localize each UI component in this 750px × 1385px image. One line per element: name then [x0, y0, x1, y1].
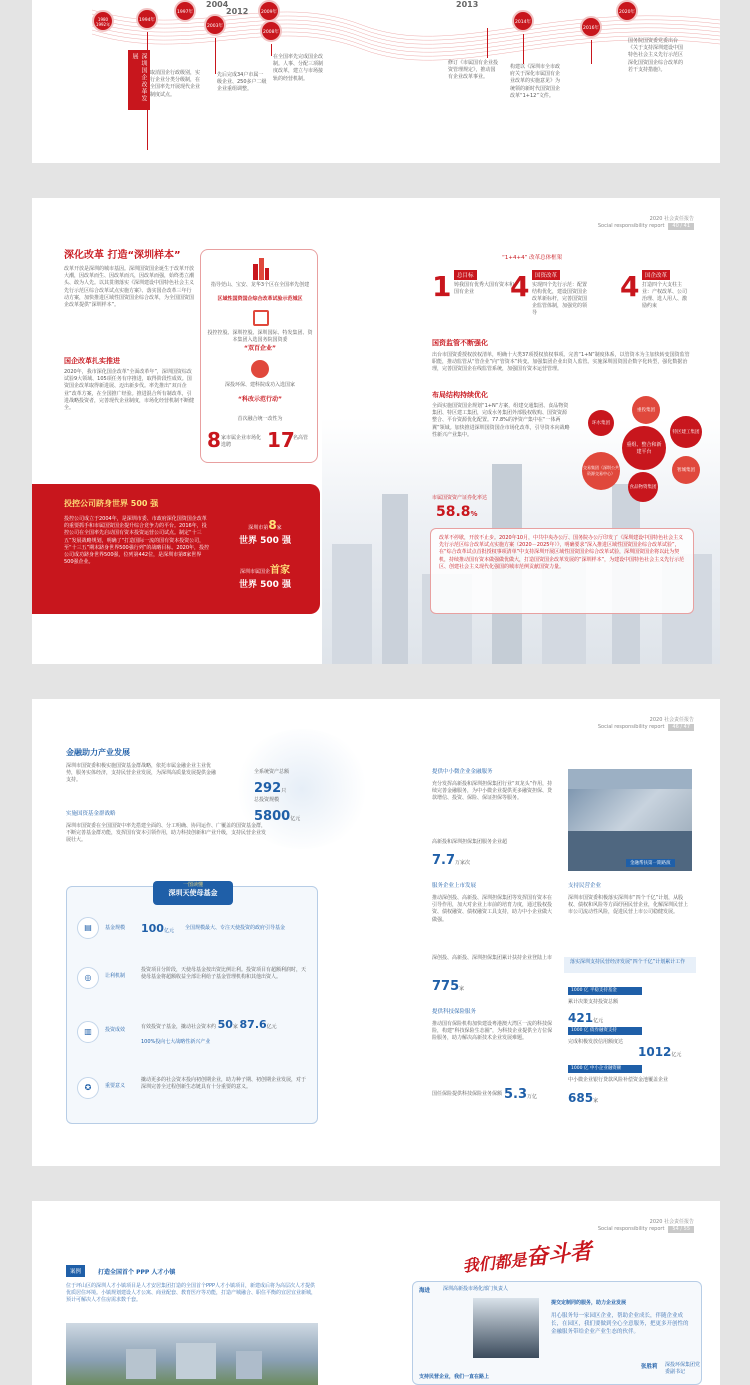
timeline-node-2020: 2020年: [616, 0, 638, 22]
stat-fund-scale: 5800亿元: [254, 809, 301, 824]
timeline-line: [215, 38, 216, 74]
building-icon: [251, 258, 269, 280]
subsection-text: 深圳市国资委在全国国资中率先搭建全面的、分工明确、协同运作、广覆盖的国资基金群，不断完善基金群功能，发挥国有资本引领作用，助力科技创新和产业升级，支持民营企业发展壮大。: [66, 823, 267, 844]
slogan-script: 我们都是奋斗者: [461, 1238, 594, 1276]
timeline-line: [591, 40, 592, 64]
framework-card: 1 总目标 铸我国有优秀大国有资本和国有企业: [432, 270, 515, 303]
timeline-node-2003: 2003年: [204, 14, 226, 36]
page-header: 2020 社会责任报告 Social responsibility report 40 / 41: [597, 216, 694, 229]
timeline-node-2009: 2009年: [258, 0, 280, 22]
spread-people: [32, 1201, 720, 1385]
plan-bar: 1000 亿 债券融资支持: [568, 1027, 642, 1035]
subsection-title: 提供科技保险服务: [432, 1009, 477, 1015]
year-2004: 2004: [206, 0, 229, 9]
badge-first-fortune500: 深圳市属国企首家 世界 500 强: [238, 565, 292, 590]
subsection-title: 服务企业上市发展: [432, 883, 477, 889]
stats-row: 8 家市属企业市场化选聘 17 名高管: [207, 428, 309, 452]
year-2012: 2012: [226, 7, 249, 16]
subsection-title: 提供中小微企业金融服务: [432, 769, 493, 775]
page-number: 54 / 55: [668, 1226, 694, 1233]
timeline-node-2016: 2016年: [580, 16, 602, 38]
timeline-node-1994: 1994年: [136, 8, 158, 30]
page-header: 2020 社会责任报告 Social responsibility report 54 / 55: [597, 1219, 694, 1232]
reform-note-box: 改革不停歇，开放不止步。2020年10月，中共中央办公厅、国务院办公厅印发了《深圳建设中国特色社会主义先行示范区综合改革试点实施方案（2020－2025年）》，明确要求“深入推进区域性国资国企综合改革试验”，在“综合改革试点首批授权事项清单”中支持深圳开展区域性国资国企综合改革试验，深圳国资国企将以此为契机，持续推动国有资本做强做优做大，打造国资国企改革发展的“深圳样本”，为建设中国特色社会主义先行示范区、创建社会主义现代化强国的城市范例贡献国资力量。: [430, 528, 694, 614]
profit-share-icon: ◎: [77, 967, 99, 989]
intro-text: 深圳市国资委积极实施国资基金群战略，依托市属金融企业主业优势，服务实体经济，支持民营企业发展，为深圳高质量发展提供金融支持。: [66, 763, 217, 784]
case-title: 打造全国首个 PPP 人才小镇: [98, 1269, 176, 1276]
subsection-text: 全面实施国资国企规划“1+N”方案，组建交通集团、食品物资集团、特区建工集团，完成水务集团外部股权收购、国资资源整合、平台资源优化配置。77.8%的净资产集中在“一体两翼”领域。加快推进深圳国资国企市场化改革，引导资本向战略性新兴产业集中。: [432, 403, 570, 438]
asset-ratio-label: 市属国资资产证券化率达: [432, 495, 488, 501]
timeline-vertical-tag: 深圳国企改革发展: [128, 50, 150, 110]
subsection-title: 实施国资基金群战略: [66, 811, 116, 817]
page-number: 40 / 41: [668, 223, 694, 230]
case-text: 位于坪山区的深圳人才小镇项目是人才安居集团打造的全国首个PPP人才小镇项目，新建成后将为高层次人才提供优质居住环境。小镇规划建设人才公寓、商业配套、教育医疗等功能，打造产城融合、职住平衡的宜居宜业新城，预计可解决人才住房需求数千套。: [66, 1283, 317, 1304]
page-number: 46 / 47: [668, 724, 694, 731]
timeline-line: [523, 34, 524, 64]
investment-case-panel: 投控公司跻身世界 500 强 投控公司成立于2004年，是深圳市委、市政府深化国资国企改革的重要抓手和市属国资国企提升综合竞争力的平台。2016年，投控公司在全国率先启动国有资本投资运营公司试点。制定“十三五”发展战略规划，明确了“打造国际一流的国有资本投资公司，至“十三五”期末跻身世界500强行列”的战略目标。2020年，投控公司成功跻身世界500强，位列第442位，是深圳市第8家世界500强企业。 深圳市第8家 世界 500 强 深圳市属国企首家 世界 500 强: [32, 484, 320, 614]
rocket-icon: [251, 360, 269, 378]
spread-timeline: [32, 0, 720, 163]
timeline-text: 修订《市属国有企业投资管理规定》，推动国有企业改革事业。: [448, 60, 499, 81]
timeline-line: [271, 44, 272, 56]
timeline-line: [147, 32, 148, 150]
fund-scale-icon: ▤: [77, 917, 99, 939]
subsection-text: 2020年，我市深化国企改革“全面改革年”，深圳国资综改试验9大领域、105项任务有序推进，取得阶段性成效。国资国企改革取得新进展、迈出新步伐。率先推出“双百企业”改革方案，在全国推广经验。推进混合所有制改革，引进战略投资者，完善现代企业制度，市场化经营机制不断健全。: [64, 369, 195, 412]
angel-fund-infographic: 一图读懂 深圳天使母基金 ▤ 基金规模 100亿元 全国规模最大、专注天使投资的政府引导基金 ◎ 让利机制 投资项目分阶段，天使母基金按出资比例让利。投资项目有超额利润时，天使母基金将超额收益全部让利给子基金管理机构和其他出资人。 ▥ 投资成效 有效投资子基金，撬动社会资本约 50家 87.6亿元 100%投向七大战略性新兴产业 ✪ 重要意义 撬动更多的社会资本投向初创期企业，助力种子期、初创期企业发展，对于深圳完善全过程创新生态链具有十分重要的意义。: [66, 886, 318, 1124]
asset-ratio-value: 58.8%: [436, 504, 478, 520]
framework-card: 4 国资改革 实现四个先行示范：配置结构优化，建设国资国企改革新标杆，完善国资国企监管体制，加强党的领导: [510, 270, 588, 316]
plan-bar: 1000 亿 平稳支持基金: [568, 987, 642, 995]
framework-card: 4 国企改革 打造四个大支柱主业：产权改革、公司治理、选人用人、激励约束: [620, 270, 688, 309]
case-tag: 案例: [66, 1265, 85, 1277]
infographic-ribbon: 一图读懂 深圳天使母基金: [153, 881, 233, 905]
framework-heading: “1+4+4” 改革总体框架: [502, 255, 563, 261]
investment-results-icon: ▥: [77, 1021, 99, 1043]
document-icon: [253, 310, 269, 326]
timeline-node-1992: 1980 1992年: [92, 10, 114, 32]
plan-bar: 1000 亿 中小企业融资额: [568, 1065, 642, 1073]
spread-finance: 2020 社会责任报告 Social responsibility report 46 / 47 金融助力产业发展 深圳市国资委积极实施国资基金群战略，依托市属金融企业主业优势，服务实体经济，支持民营企业发展，为深圳高质量发展提供金融支持。 全系统资产总额 292只 总投资规模 5800亿元 实施国资基金群战略 深圳市国资委在全国国资中率先搭建全面的、分工明确、协同运作、广覆盖的国资基金群，不断完善基金群功能，发挥国有资本引领作用，助力科技创新和产业升级，支持民营企业发展壮大。 一图读懂 深圳天使母基金 ▤ 基金规模 100亿元 全国规模最大、专注天使投资的政府引导基金 ◎ 让利机制 投资项目分阶段，天使母基金按出资比例让利。投资项目有超额利润时，天使母基金将超额收益全部让利给子基金管理机构和其他出资人。 ▥ 投资成效 有效投资子基金，撬动社会资本约 50家 87.6亿元 100%投向七大战略性新兴产业 ✪ 重要意义 撬动更多的社会资本投向初创期企业，助力种子期、初创期企业发展，对于深圳完善全过程创新生态链具有十分重要的意义。 提供中小微企业金融服务 充分发挥高新投和深圳担保集团行业“双龙头”作用，持续完善金融服务，为中小微企业提供更多融资担保、贷款增信、投资、保险、保证担保等服务。 高新投和深圳担保集团服务企业超 7.7万家次 服务企业上市发展 推动深创投、高新投、深圳担保集团等发挥国有资本在引导作用，加大对企业上市前的培育力度，通过股权投资、债权融资、债权融资工具支持，助力中小企业做大做强。 深创投、高新投、深圳担保集团累计扶持企业登陆上市 775家 提供科技保险服务 推动国有保险机构加快建设粤港澳大湾区一流的科技保险，构建“科技保险生态圈”，为科技企业提供全方位保险服务，助力解决高新技术企业发展难题。 国任保险提供科技保险业务保额 5.3万亿 金融帮扶第一期路演 支持民营企业 深圳市国资委积极落实深圳市“四个千亿”计划，从股权、债权和风险等方面纾困民营企业，化解深圳民营上市公司流动性风险，促进民营上市公司稳健发展。 落实深圳支持民营经济发展“四个千亿”计划累计工作 1000 亿 平稳支持基金 累计决策支持投资总额 421亿元 1000 亿 债券融资支持 完成积极发放信用额度达 1012亿元 1000 亿 中小企业融资额 中小微企业银行贷款风险补偿资金池覆盖企业 685家: [32, 699, 720, 1166]
person-photo: [473, 1298, 539, 1358]
timeline-text: 取消国企行政级别，实行企业分类分级制，在全国率先开展现代企业制度试点。: [150, 70, 201, 98]
subsection-title: 支持民营企业: [568, 883, 602, 889]
spread-reform: [32, 198, 720, 664]
subsection-text: 出台市国资委授权放权清单，明确十大类37项授权放权事项。完善“1+N”制度体系，以管资本为主加快转变国资监管职能，推动监管从“管企业”向“管资本”转变。加强集团企业出资人监管。实施深圳国资国企数字化转型，强化数据治理，完善国资国企在线监管系统，加强国有资本运营管理。: [432, 352, 690, 373]
photo-caption: 金融帮扶第一期路演: [626, 859, 675, 867]
talent-town-photo: [66, 1323, 318, 1385]
timeline-node-1997: 1997年: [174, 0, 196, 22]
timeline-text: 构建以《深圳市全市政府关于深化市属国有企业改革的实施意见》为统领的新时代国资国企改革“1+12”文件。: [510, 64, 561, 99]
badge-8th-fortune500: 深圳市第8家 世界 500 强: [238, 518, 292, 546]
stat-fund-count: 292只: [254, 781, 287, 796]
stat-sme-served: 7.7万家次: [432, 853, 471, 868]
subsection-title: 布局结构持续优化: [432, 391, 488, 399]
intro-text: 改革开放是深圳的城市基因。深圳国资国企诞生于改革开放大潮，因改革而生、因改革而兴，因改革而强，始终勇立潮头、敢为人先。以其贯彻落实《深圳建设中国特色社会主义先行示范区综合改革试点实施方案》、落实国企改革三年行动方案，加快推进区域性国资国企综合改革，为全国国资国企改革提供“深圳样本”。: [64, 266, 195, 309]
year-2013: 2013: [456, 0, 479, 9]
roadshow-photo: [568, 769, 692, 871]
stat-listed-companies: 775家: [432, 979, 465, 994]
section-title: 金融助力产业发展: [66, 748, 130, 757]
platform-diagram: 重组、整合和新建平台 重投集团 特区建工集团 智城集团 食品物资集团 交易集团（深圳公共资源交易中心） 环水集团: [582, 396, 708, 500]
timeline-node-2008: 2008年: [260, 20, 282, 42]
timeline-line: [487, 28, 488, 58]
quote-card: 海进 深圳高新投市场化部门负责人 提交定制同的服务，助力企业发展 用心服务每一家园区企业，帮助企业成长，伴随企业成长，在园区，我们要做到全心全意服务，把更多开创性的金融服务带给企业产业生态的伙伴。 张胜莉 深投环保集团党委副书记 支持民营企业，我们一直在路上: [412, 1281, 702, 1385]
subsection-title: 国资监管不断强化: [432, 339, 488, 347]
section-title: 深化改革 打造“深圳样本”: [64, 250, 181, 261]
stat-tech-insurance: 5.3万亿: [504, 1087, 538, 1102]
timeline-text: 国务院国资委党委出台《关于支持深圳建设中国特色社会主义先行示范区深化国资国企综合改革的若干支持措施》。: [628, 38, 684, 73]
platform-hub: 重组、整合和新建平台: [622, 426, 666, 470]
subsection-title: 国企改革扎实推进: [64, 357, 120, 365]
significance-icon: ✪: [77, 1077, 99, 1099]
page-header: 2020 社会责任报告 Social responsibility report 46 / 47: [597, 717, 694, 730]
plan-box-title: 落实深圳支持民营经济发展“四个千亿”计划累计工作: [564, 957, 696, 973]
timeline-text: 先后完成34户市属一级企业、250多户二级企业重组调整。: [217, 72, 267, 93]
timeline-node-2014: 2014年: [512, 10, 534, 32]
reform-highlights-box: 指导莞山、宝安、龙华3个区在全国率先创建 区域性国资国企综合改革试验示范城区 投控控股、深圳控股、深圳国际、特发集团、资本集团入选国务院国资委 “双百企业” 深投环保、建科院成功入选国家 “科改示范行动” 首次融合统一改性为 8 家市属企业市场化选聘 17 名高管: [200, 249, 318, 463]
timeline-text: 在全国率先完成国企改制。人事、分配三项制度改革，建立与市场接轨的经营机制。: [273, 54, 324, 82]
